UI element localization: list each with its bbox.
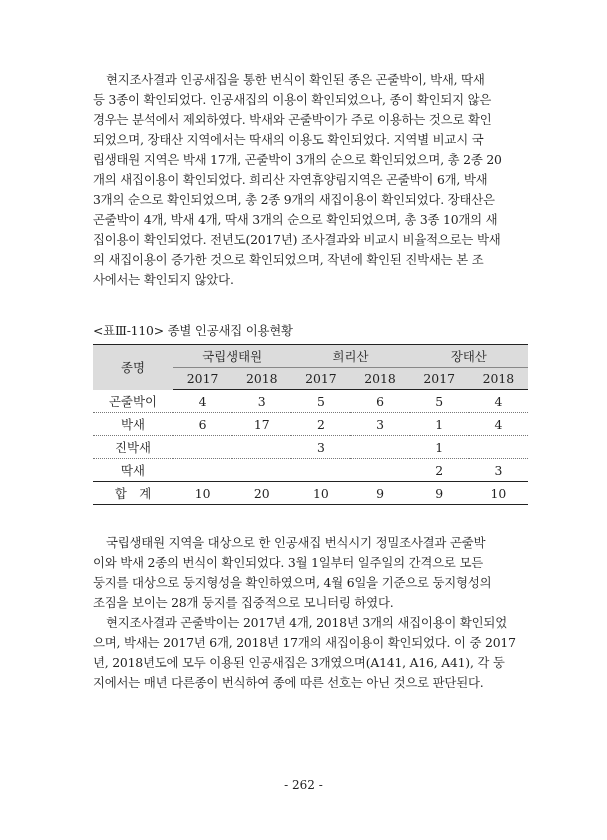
table-cell: 17 <box>232 413 291 436</box>
table-cell <box>469 436 528 459</box>
year-header: 2018 <box>350 368 409 390</box>
year-header: 2017 <box>410 368 469 390</box>
table-row <box>93 390 528 413</box>
text-line: 현지조사결과 곤줄박이는 2017년 4개, 2018년 3개의 새집이용이 확인되었 <box>106 615 507 630</box>
table-row <box>93 436 528 459</box>
text-line: 경우는 분석에서 제외하였다. 박새와 곤줄박이가 주로 이용하는 것으로 확인 <box>93 112 492 127</box>
text-line: 의 새집이용이 증가한 것으로 확인되었으며, 작년에 확인된 진박새는 본 조 <box>93 252 484 267</box>
table-cell <box>173 459 232 482</box>
table-cell: 3 <box>232 390 291 413</box>
text-line: 현지조사결과 인공새집을 통한 번식이 확인된 종은 곤줄박이, 박새, 딱새 <box>106 72 485 87</box>
table-header-row <box>93 345 528 368</box>
table-cell: 2 <box>291 413 350 436</box>
table-cell: 3 <box>350 413 409 436</box>
table-cell: 4 <box>469 413 528 436</box>
total-label: 합 계 <box>93 482 173 505</box>
table-cell: 6 <box>350 390 409 413</box>
text-line: 지에서는 매년 다른종이 번식하여 종에 따른 선호는 아닌 것으로 판단된다. <box>93 675 484 690</box>
table-cell: 1 <box>410 436 469 459</box>
table-cell: 6 <box>173 413 232 436</box>
year-header: 2017 <box>173 368 232 390</box>
text-line: 사에서는 확인되지 않았다. <box>93 272 234 287</box>
table-cell: 2 <box>410 459 469 482</box>
table-cell: 3 <box>469 459 528 482</box>
paragraph-intro <box>93 70 528 290</box>
table-cell <box>232 436 291 459</box>
text-line: 등 3종이 확인되었다. 인공새집의 이용이 확인되었으나, 종이 확인되지 않은 <box>93 92 492 107</box>
text-line: 개의 새집이용이 확인되었다. 희리산 자연휴양림지역은 곤줄박이 6개, 박새 <box>93 172 488 187</box>
table-caption: <표Ⅲ-110> 종별 인공새집 이용현황 <box>93 323 293 338</box>
table-row <box>93 459 528 482</box>
table-cell: 1 <box>410 413 469 436</box>
species-name: 곤줄박이 <box>93 390 173 413</box>
table-cell: 5 <box>291 390 350 413</box>
table-cell <box>173 436 232 459</box>
table-cell: 4 <box>469 390 528 413</box>
table-cell: 20 <box>232 482 291 505</box>
species-nest-usage-table <box>93 344 528 505</box>
table-cell: 10 <box>469 482 528 505</box>
group-header-site-2: 희리산 <box>291 345 409 368</box>
table-cell <box>350 436 409 459</box>
paragraph-breeding-survey <box>93 533 528 613</box>
page-number: - 262 - <box>284 778 323 792</box>
table-cell: 10 <box>173 482 232 505</box>
text-line: 조짐을 보이는 28개 둥지를 집중적으로 모니터링 하였다. <box>93 595 394 610</box>
text-line: 국립생태원 지역을 대상으로 한 인공새집 번식시기 정밀조사결과 곤줄박 <box>106 535 486 550</box>
group-header-site-3: 장태산 <box>410 345 528 368</box>
species-column-header: 종명 <box>93 345 173 390</box>
table-total-row <box>93 482 528 505</box>
table-cell <box>232 459 291 482</box>
species-name: 진박새 <box>93 436 173 459</box>
text-line: 곤줄박이 4개, 박새 4개, 딱새 3개의 순으로 확인되었으며, 총 3종 10개의 새 <box>93 212 498 227</box>
table-cell <box>291 459 350 482</box>
table-cell: 3 <box>291 436 350 459</box>
table-cell: 4 <box>173 390 232 413</box>
year-header: 2018 <box>232 368 291 390</box>
table-row <box>93 413 528 436</box>
text-line: 되었으며, 장태산 지역에서는 딱새의 이용도 확인되었다. 지역별 비교시 국 <box>93 132 484 147</box>
year-header: 2018 <box>469 368 528 390</box>
table-cell: 5 <box>410 390 469 413</box>
year-header: 2017 <box>291 368 350 390</box>
species-name: 박새 <box>93 413 173 436</box>
species-name: 딱새 <box>93 459 173 482</box>
text-line: 집이용이 확인되었다. 전년도(2017년) 조사결과와 비교시 비율적으로는 박새 <box>93 232 501 247</box>
table-cell: 10 <box>291 482 350 505</box>
paragraph-results <box>93 613 528 693</box>
table-cell <box>350 459 409 482</box>
text-line: 이와 박새 2종의 번식이 확인되었다. 3월 1일부터 일주일의 간격으로 모든 <box>93 555 483 570</box>
text-line: 립생태원 지역은 박새 17개, 곤줄박이 3개의 순으로 확인되었으며, 총 2종 20 <box>93 152 502 167</box>
group-header-site-1: 국립생태원 <box>173 345 291 368</box>
table-cell: 9 <box>350 482 409 505</box>
text-line: 년, 2018년도에 모두 이용된 인공새집은 3개였으며(A141, A16, A41), 각 둥 <box>93 655 505 670</box>
text-line: 3개의 순으로 확인되었으며, 총 2종 9개의 새집이용이 확인되었다. 장태산은 <box>93 192 495 207</box>
text-line: 둥지를 대상으로 둥지형성을 확인하였으며, 4월 6일을 기준으로 둥지형성의 <box>93 575 492 590</box>
table-cell: 9 <box>410 482 469 505</box>
text-line: 으며, 박새는 2017년 6개, 2018년 17개의 새집이용이 확인되었다. 이 중 2017 <box>93 635 516 650</box>
